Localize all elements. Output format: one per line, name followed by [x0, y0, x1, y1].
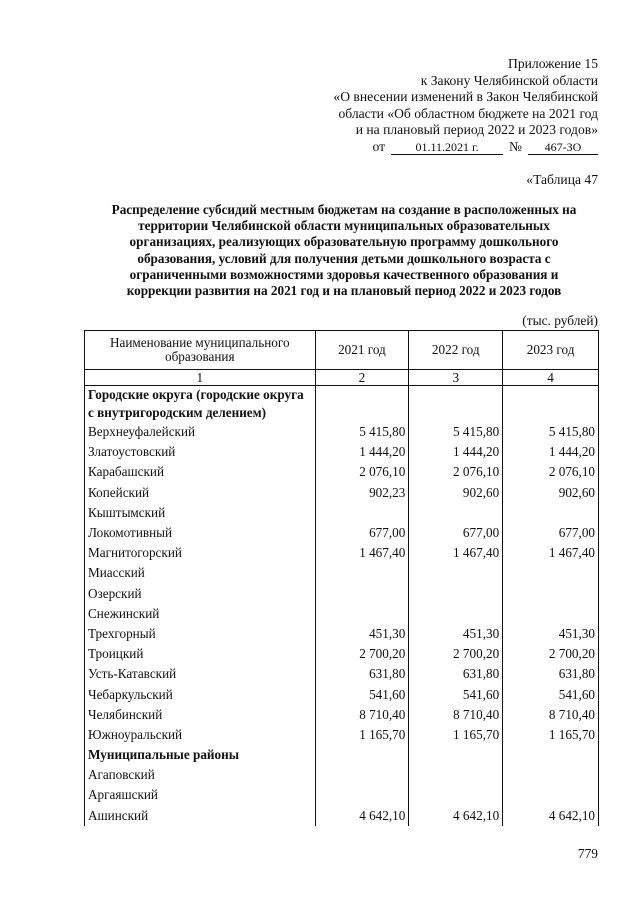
- table-row: [85, 765, 599, 785]
- title-line: Распределение субсидий местным бюджетам на создание в расположенных на: [111, 202, 577, 217]
- value-2022: 1 467,40: [409, 543, 503, 563]
- table-row: [85, 644, 599, 664]
- table-row: [85, 462, 599, 482]
- value-2023: 677,00: [503, 523, 599, 543]
- municipality-name: Городские округа (городские округа с внутригородским делением): [85, 386, 316, 423]
- value-2021: 677,00: [315, 523, 409, 543]
- appendix-header: [333, 56, 598, 156]
- value-2023: 902,60: [503, 483, 599, 503]
- municipality-name: Магнитогорский: [85, 543, 316, 563]
- value-2023: [503, 386, 599, 423]
- table-row: [85, 725, 599, 745]
- column-numbering-row: [85, 370, 599, 386]
- table-row: [85, 584, 599, 604]
- value-2023: [503, 503, 599, 523]
- column-number: 4: [503, 370, 599, 386]
- table-row: [85, 543, 599, 563]
- value-2022: [409, 785, 503, 805]
- table-row: [85, 503, 599, 523]
- municipality-name: Озерский: [85, 584, 316, 604]
- law-number: 467-ЗО: [528, 140, 598, 155]
- value-2021: 902,23: [315, 483, 409, 503]
- value-2022: 1 165,70: [409, 725, 503, 745]
- value-2022: 677,00: [409, 523, 503, 543]
- municipality-name: Муниципальные районы: [85, 745, 316, 765]
- page-number: 779: [577, 846, 598, 861]
- value-2023: [503, 785, 599, 805]
- value-2023: [503, 745, 599, 765]
- municipality-name: Карабашский: [85, 462, 316, 482]
- municipality-name: Троицкий: [85, 644, 316, 664]
- header-line: области «Об областном бюджете на 2021 год: [338, 105, 598, 121]
- value-2022: 8 710,40: [409, 705, 503, 725]
- column-header-name: Наименование муниципального образования: [85, 331, 316, 370]
- value-2021: [315, 745, 409, 765]
- units-label: (тыс. рублей): [522, 313, 598, 328]
- value-2023: 2 700,20: [503, 644, 599, 664]
- value-2022: [409, 604, 503, 624]
- value-2021: [315, 584, 409, 604]
- value-2023: 631,80: [503, 664, 599, 684]
- value-2021: 1 467,40: [315, 543, 409, 563]
- municipality-name: Ашинский: [85, 806, 316, 826]
- municipality-name: Кыштымский: [85, 503, 316, 523]
- municipality-name: Челябинский: [85, 705, 316, 725]
- municipality-name: Южноуральский: [85, 725, 316, 745]
- table-section-row: [85, 386, 599, 423]
- table-row: [85, 806, 599, 826]
- title-line: коррекции развития на 2021 год и на плановый период 2022 и 2023 годов: [126, 283, 562, 299]
- value-2021: [315, 765, 409, 785]
- table-row: [85, 442, 599, 462]
- title-line: ограниченными возможностями здоровья качественного образования и: [129, 266, 559, 282]
- value-2022: 902,60: [409, 483, 503, 503]
- municipality-name: Аргаяшский: [85, 785, 316, 805]
- column-header-2021: 2021 год: [315, 331, 409, 370]
- municipality-name: Верхнеуфалейский: [85, 422, 316, 442]
- value-2021: [315, 604, 409, 624]
- value-2021: 8 710,40: [315, 705, 409, 725]
- value-2023: [503, 563, 599, 583]
- header-line: «О внесении изменений в Закон Челябинской: [333, 89, 598, 105]
- value-2022: [409, 765, 503, 785]
- table-row: [85, 523, 599, 543]
- value-2021: 631,80: [315, 664, 409, 684]
- value-2021: [315, 563, 409, 583]
- value-2022: 2 076,10: [409, 462, 503, 482]
- municipality-name: Копейский: [85, 483, 316, 503]
- municipality-name: Снежинский: [85, 604, 316, 624]
- value-2023: 1 165,70: [503, 725, 599, 745]
- header-line: и на плановый период 2022 и 2023 годов»: [355, 122, 598, 138]
- municipality-name: Златоустовский: [85, 442, 316, 462]
- value-2022: 451,30: [409, 624, 503, 644]
- title-line: территории Челябинской области муниципальных образовательных: [138, 218, 550, 234]
- table-row: [85, 563, 599, 583]
- value-2022: [409, 386, 503, 423]
- value-2022: [409, 563, 503, 583]
- column-header-2022: 2022 год: [409, 331, 503, 370]
- value-2022: 4 642,10: [409, 806, 503, 826]
- table-body: [85, 386, 599, 826]
- value-2022: 541,60: [409, 684, 503, 704]
- value-2021: [315, 386, 409, 423]
- value-2023: 1 444,20: [503, 442, 599, 462]
- column-number: 2: [315, 370, 409, 386]
- value-2021: [315, 785, 409, 805]
- table-row: [85, 705, 599, 725]
- value-2021: 2 700,20: [315, 644, 409, 664]
- municipality-name: Усть-Катавский: [85, 664, 316, 684]
- table-row: [85, 664, 599, 684]
- value-2023: 2 076,10: [503, 462, 599, 482]
- value-2021: 541,60: [315, 684, 409, 704]
- ot-label: от: [372, 138, 386, 154]
- value-2022: 2 700,20: [409, 644, 503, 664]
- column-number: 1: [85, 370, 316, 386]
- value-2022: 1 444,20: [409, 442, 503, 462]
- value-2023: 1 467,40: [503, 543, 599, 563]
- table-row: [85, 422, 599, 442]
- value-2023: 541,60: [503, 684, 599, 704]
- value-2023: 8 710,40: [503, 705, 599, 725]
- table-section-row: [85, 745, 599, 765]
- municipality-name: Локомотивный: [85, 523, 316, 543]
- table-row: [85, 604, 599, 624]
- municipality-name: Агаповский: [85, 765, 316, 785]
- value-2022: [409, 745, 503, 765]
- value-2022: 5 415,80: [409, 422, 503, 442]
- value-2023: 5 415,80: [503, 422, 599, 442]
- column-number: 3: [409, 370, 503, 386]
- table-row: [85, 483, 599, 503]
- value-2021: 1 444,20: [315, 442, 409, 462]
- value-2022: [409, 503, 503, 523]
- municipality-name: Трехгорный: [85, 624, 316, 644]
- law-date: 01.11.2021 г.: [391, 140, 503, 155]
- value-2023: [503, 584, 599, 604]
- value-2023: [503, 604, 599, 624]
- title-line: организациях, реализующих образовательную программу дошкольного: [129, 234, 559, 250]
- value-2023: [503, 765, 599, 785]
- subsidy-table: [84, 330, 599, 826]
- value-2021: [315, 503, 409, 523]
- table-row: [85, 684, 599, 704]
- municipality-name: Чебаркульский: [85, 684, 316, 704]
- table-header-row: [85, 331, 599, 370]
- title-line: образования, условий для получения детьми дошкольного возраста с: [137, 250, 551, 266]
- value-2021: 1 165,70: [315, 725, 409, 745]
- column-header-2023: 2023 год: [503, 331, 599, 370]
- header-line: к Закону Челябинской области: [420, 72, 598, 88]
- value-2021: 5 415,80: [315, 422, 409, 442]
- value-2022: 631,80: [409, 664, 503, 684]
- table-row: [85, 785, 599, 805]
- law-date-number-line: [333, 139, 598, 156]
- value-2023: 451,30: [503, 624, 599, 644]
- value-2021: 451,30: [315, 624, 409, 644]
- header-line: Приложение 15: [508, 56, 598, 71]
- value-2022: [409, 584, 503, 604]
- value-2021: 2 076,10: [315, 462, 409, 482]
- table-label: «Таблица 47: [526, 172, 598, 187]
- table-row: [85, 624, 599, 644]
- number-label: №: [509, 138, 522, 154]
- value-2021: 4 642,10: [315, 806, 409, 826]
- document-title: [84, 202, 604, 299]
- municipality-name: Миасский: [85, 563, 316, 583]
- value-2023: 4 642,10: [503, 806, 599, 826]
